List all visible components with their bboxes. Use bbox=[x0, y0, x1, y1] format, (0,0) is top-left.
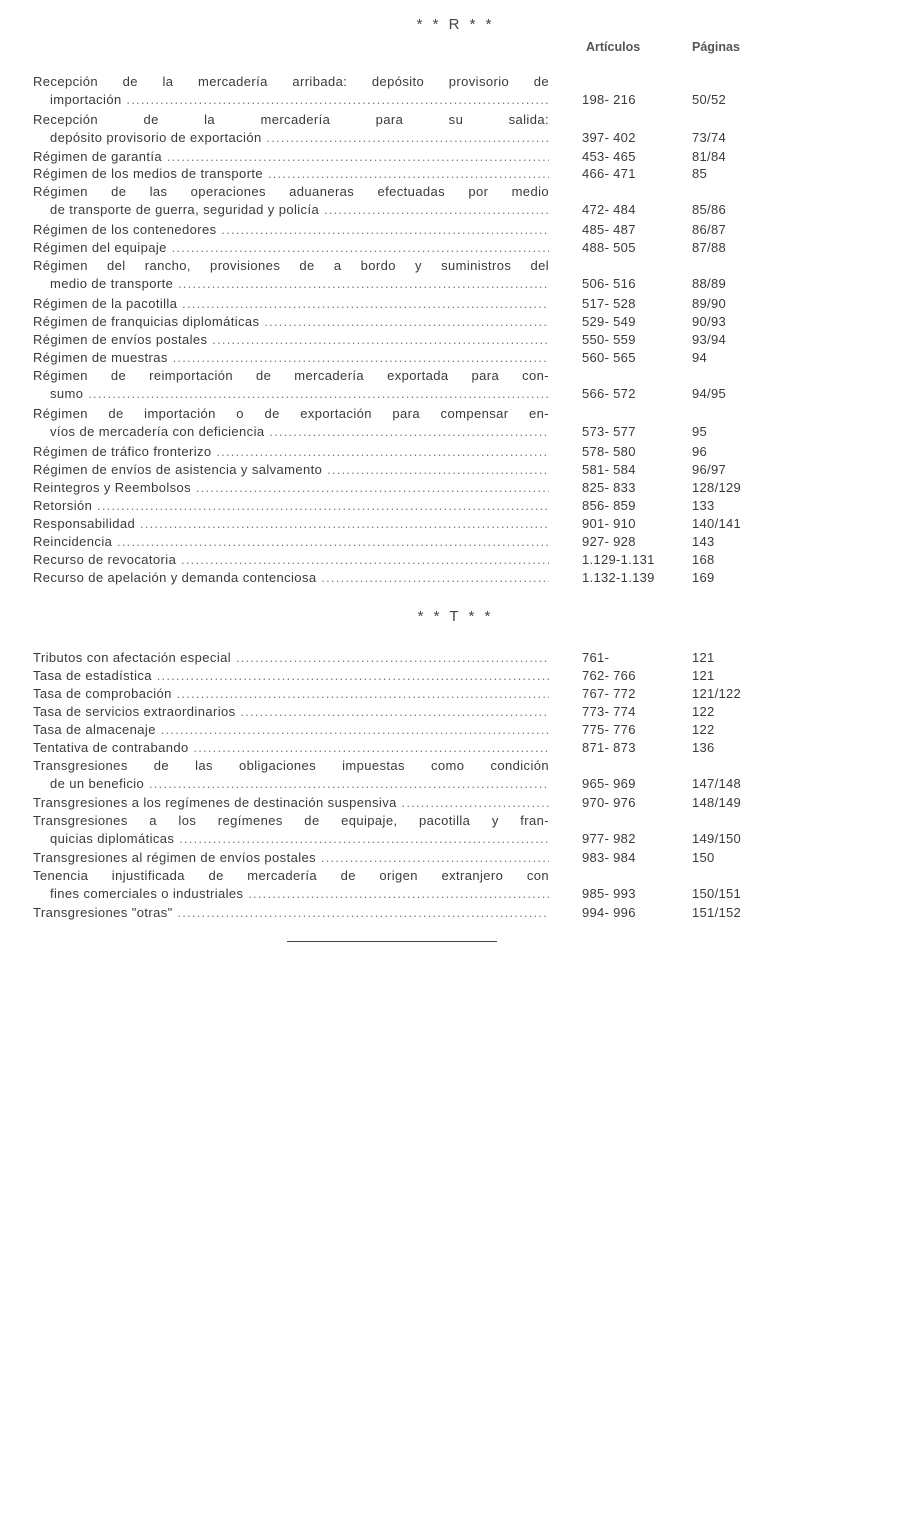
entry-articulos: 517- 528 bbox=[582, 296, 636, 311]
entry-paginas: 121 bbox=[692, 650, 715, 665]
entry-paginas: 73/74 bbox=[692, 130, 727, 145]
entry-articulos: 466- 471 bbox=[582, 166, 636, 181]
entry-text-line: sumo ..... bbox=[50, 386, 549, 402]
entry-text-line: Régimen de franquicias diplomáticas ..... bbox=[33, 314, 549, 330]
entry-articulos: 506- 516 bbox=[582, 276, 636, 291]
entry-articulos: 1.129-1.131 bbox=[582, 552, 655, 567]
entry-text-line: quicias diplomáticas ..... bbox=[50, 831, 549, 847]
entry-articulos: 901- 910 bbox=[582, 516, 636, 531]
articulos-column-header: Artículos bbox=[586, 40, 641, 54]
entry-articulos: 453- 465 bbox=[582, 149, 636, 164]
entry-articulos: 762- 766 bbox=[582, 668, 636, 683]
section-letter-r: * * R * * bbox=[416, 16, 495, 33]
entry-text-line: de transporte de guerra, seguridad y policía ..... bbox=[50, 202, 549, 218]
entry-text-line: Tasa de almacenaje ..... bbox=[33, 722, 549, 738]
entry-articulos: 983- 984 bbox=[582, 850, 636, 865]
entry-articulos: 775- 776 bbox=[582, 722, 636, 737]
entry-articulos: 994- 996 bbox=[582, 905, 636, 920]
entry-text-line: medio de transporte ..... bbox=[50, 276, 549, 292]
entry-paginas: 151/152 bbox=[692, 905, 742, 920]
entry-articulos: 985- 993 bbox=[582, 886, 636, 901]
entry-paginas: 143 bbox=[692, 534, 715, 549]
entry-paginas: 50/52 bbox=[692, 92, 727, 107]
entry-paginas: 81/84 bbox=[692, 149, 727, 164]
entry-text-line: Régimen de importación o de exportación para compensar en- bbox=[33, 406, 549, 421]
paginas-column-header: Páginas bbox=[692, 40, 740, 54]
entry-text-line: Retorsión ..... bbox=[33, 498, 549, 514]
entry-articulos: 573- 577 bbox=[582, 424, 636, 439]
entry-text-line: Transgresiones a los regímenes de destinación suspensiva ..... bbox=[33, 795, 549, 811]
entry-text-line: Tentativa de contrabando ..... bbox=[33, 740, 549, 756]
entry-paginas: 96/97 bbox=[692, 462, 727, 477]
entry-paginas: 168 bbox=[692, 552, 715, 567]
entry-text-line: víos de mercadería con deficiencia ..... bbox=[50, 424, 549, 440]
entry-text-line: Régimen de garantía ..... bbox=[33, 149, 549, 165]
entry-paginas: 148/149 bbox=[692, 795, 742, 810]
entry-text-line: Régimen de las operaciones aduaneras efectuadas por medio bbox=[33, 184, 549, 199]
entry-articulos: 825- 833 bbox=[582, 480, 636, 495]
entry-articulos: 773- 774 bbox=[582, 704, 636, 719]
entry-paginas: 90/93 bbox=[692, 314, 727, 329]
entry-text-line: Recepción de la mercadería para su salida: bbox=[33, 112, 549, 127]
entry-paginas: 169 bbox=[692, 570, 715, 585]
entry-articulos: 488- 505 bbox=[582, 240, 636, 255]
entry-text-line: de un beneficio ..... bbox=[50, 776, 549, 792]
entry-articulos: 970- 976 bbox=[582, 795, 636, 810]
entry-paginas: 140/141 bbox=[692, 516, 742, 531]
entry-paginas: 122 bbox=[692, 722, 715, 737]
entry-text-line: Responsabilidad ..... bbox=[33, 516, 549, 532]
entry-text-line: Reintegros y Reembolsos ..... bbox=[33, 480, 549, 496]
entry-text-line: Régimen de los medios de transporte ..... bbox=[33, 166, 549, 182]
entry-articulos: 566- 572 bbox=[582, 386, 636, 401]
entry-articulos: 198- 216 bbox=[582, 92, 636, 107]
entry-articulos: 560- 565 bbox=[582, 350, 636, 365]
closing-rule bbox=[287, 941, 497, 942]
entry-text-line: Tenencia injustificada de mercadería de origen extranjero con bbox=[33, 868, 549, 883]
entry-paginas: 89/90 bbox=[692, 296, 727, 311]
entry-articulos: 767- 772 bbox=[582, 686, 636, 701]
entry-articulos: 485- 487 bbox=[582, 222, 636, 237]
entry-paginas: 150/151 bbox=[692, 886, 742, 901]
entry-paginas: 94 bbox=[692, 350, 708, 365]
entry-paginas: 93/94 bbox=[692, 332, 727, 347]
entry-text-line: Régimen de tráfico fronterizo ..... bbox=[33, 444, 549, 460]
entry-text-line: Transgresiones de las obligaciones impuestas como condición bbox=[33, 758, 549, 773]
entry-articulos: 578- 580 bbox=[582, 444, 636, 459]
entry-paginas: 96 bbox=[692, 444, 708, 459]
entry-articulos: 871- 873 bbox=[582, 740, 636, 755]
entry-paginas: 122 bbox=[692, 704, 715, 719]
entry-text-line: depósito provisorio de exportación ..... bbox=[50, 130, 549, 146]
entry-articulos: 1.132-1.139 bbox=[582, 570, 655, 585]
entry-text-line: Recurso de apelación y demanda contenciosa ..... bbox=[33, 570, 549, 586]
entry-paginas: 150 bbox=[692, 850, 715, 865]
entry-paginas: 121/122 bbox=[692, 686, 742, 701]
entry-text-line: Recurso de revocatoria ..... bbox=[33, 552, 549, 568]
entry-articulos: 550- 559 bbox=[582, 332, 636, 347]
entry-text-line: Régimen del equipaje ..... bbox=[33, 240, 549, 256]
entry-text-line: Régimen de envíos de asistencia y salvamento ..... bbox=[33, 462, 549, 478]
entry-articulos: 965- 969 bbox=[582, 776, 636, 791]
entry-articulos: 761- bbox=[582, 650, 610, 665]
entry-articulos: 581- 584 bbox=[582, 462, 636, 477]
entry-articulos: 397- 402 bbox=[582, 130, 636, 145]
entry-paginas: 133 bbox=[692, 498, 715, 513]
entry-text-line: Régimen del rancho, provisiones de a bordo y suministros del bbox=[33, 258, 549, 273]
entry-text-line: Tasa de servicios extraordinarios ..... bbox=[33, 704, 549, 720]
entry-paginas: 86/87 bbox=[692, 222, 727, 237]
entry-paginas: 121 bbox=[692, 668, 715, 683]
entry-text-line: Transgresiones "otras" ..... bbox=[33, 905, 549, 921]
entry-paginas: 136 bbox=[692, 740, 715, 755]
entry-text-line: Régimen de muestras ..... bbox=[33, 350, 549, 366]
entry-articulos: 472- 484 bbox=[582, 202, 636, 217]
entry-text-line: Tasa de estadística ..... bbox=[33, 668, 549, 684]
section-letter-t: * * T * * bbox=[417, 608, 494, 625]
entry-text-line: Régimen de envíos postales ..... bbox=[33, 332, 549, 348]
entry-text-line: Reincidencia ..... bbox=[33, 534, 549, 550]
entry-paginas: 94/95 bbox=[692, 386, 727, 401]
entry-text-line: Régimen de los contenedores ..... bbox=[33, 222, 549, 238]
entry-paginas: 147/148 bbox=[692, 776, 742, 791]
entry-text-line: Transgresiones a los regímenes de equipaje, pacotilla y fran- bbox=[33, 813, 549, 828]
entry-paginas: 88/89 bbox=[692, 276, 727, 291]
entry-articulos: 856- 859 bbox=[582, 498, 636, 513]
entry-text-line: importación ..... bbox=[50, 92, 549, 108]
entry-paginas: 128/129 bbox=[692, 480, 742, 495]
entry-articulos: 927- 928 bbox=[582, 534, 636, 549]
entry-paginas: 85/86 bbox=[692, 202, 727, 217]
entry-text-line: Régimen de reimportación de mercadería exportada para con- bbox=[33, 368, 549, 383]
entry-text-line: Tasa de comprobación ..... bbox=[33, 686, 549, 702]
entry-articulos: 529- 549 bbox=[582, 314, 636, 329]
entry-text-line: Recepción de la mercadería arribada: depósito provisorio de bbox=[33, 74, 549, 89]
entry-paginas: 95 bbox=[692, 424, 708, 439]
entry-text-line: Régimen de la pacotilla ..... bbox=[33, 296, 549, 312]
entry-text-line: Transgresiones al régimen de envíos postales ..... bbox=[33, 850, 549, 866]
entry-text-line: fines comerciales o industriales ..... bbox=[50, 886, 549, 902]
entry-text-line: Tributos con afectación especial ..... bbox=[33, 650, 549, 666]
entry-paginas: 87/88 bbox=[692, 240, 727, 255]
entry-paginas: 149/150 bbox=[692, 831, 742, 846]
entry-paginas: 85 bbox=[692, 166, 708, 181]
entry-articulos: 977- 982 bbox=[582, 831, 636, 846]
